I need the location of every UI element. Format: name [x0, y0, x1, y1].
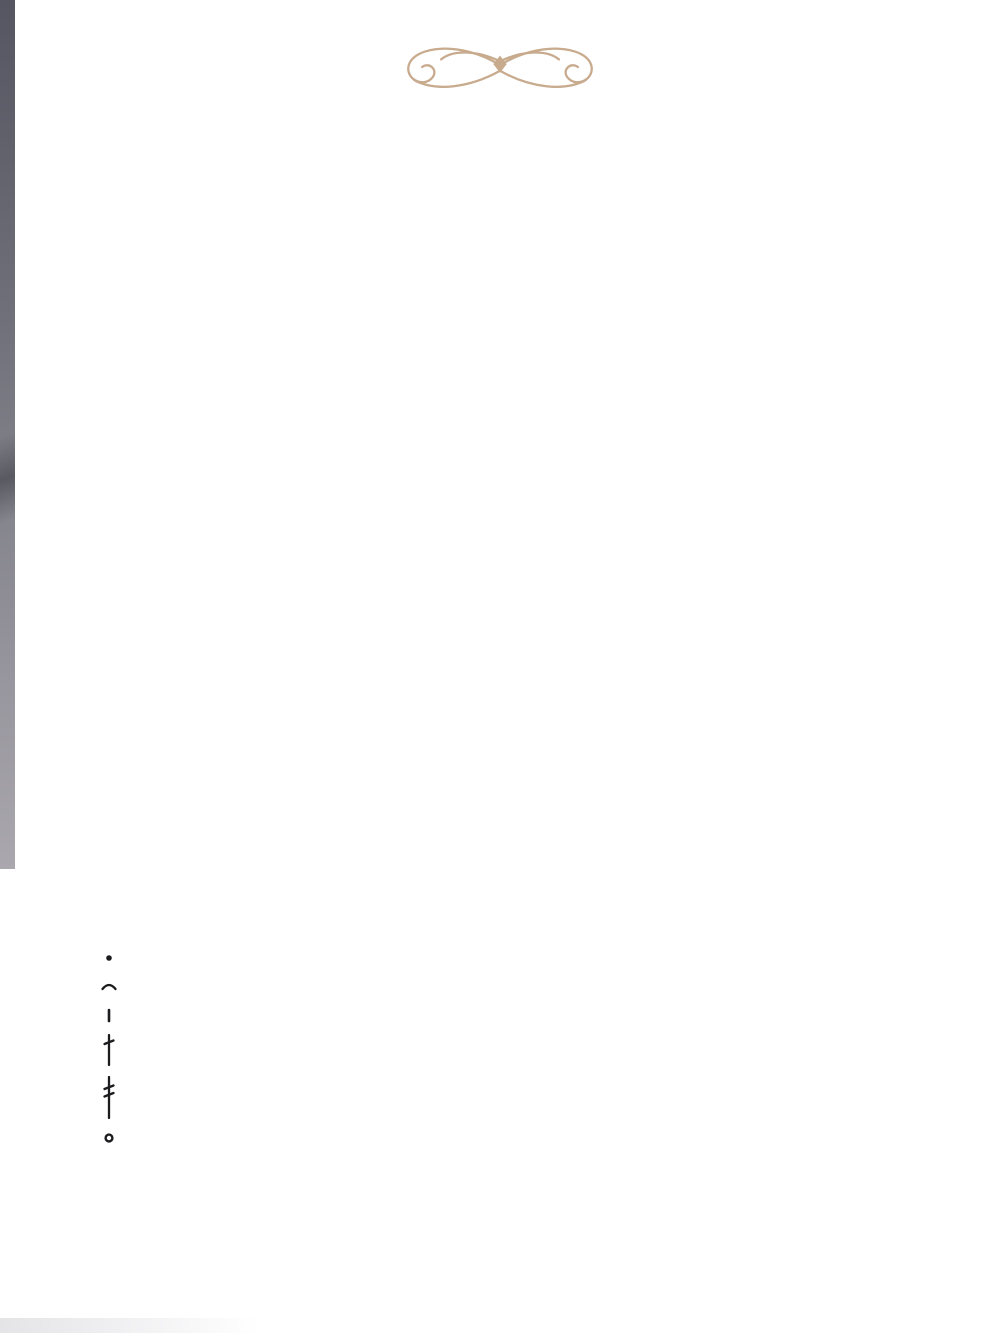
- kettmasche-arc-icon: [97, 979, 121, 993]
- legend-item-luftmasche: [97, 946, 367, 968]
- facing-page-edge: [0, 0, 15, 869]
- picot-icon: [97, 1129, 121, 1147]
- edge-shadow: [0, 418, 15, 538]
- feste-masche-icon: [97, 1006, 121, 1024]
- staebchen-icon: [97, 1033, 121, 1067]
- intro-text: [0, 182, 1000, 256]
- legend-item-kettmasche: [97, 975, 367, 997]
- legend-item-doppelstaebchen: [97, 1076, 367, 1122]
- legend-item-staebchen: [97, 1033, 367, 1069]
- page-curl-shadow: [0, 1318, 260, 1333]
- legend-item-feste-masche: [97, 1004, 367, 1026]
- legend-item-picot: [97, 1129, 367, 1149]
- crochet-chart: [150, 298, 450, 448]
- legend: [97, 934, 367, 1159]
- luftmasche-dot-icon: [97, 949, 121, 965]
- doppelstaebchen-icon: [97, 1076, 121, 1120]
- flourish-ornament-icon: [386, 32, 614, 102]
